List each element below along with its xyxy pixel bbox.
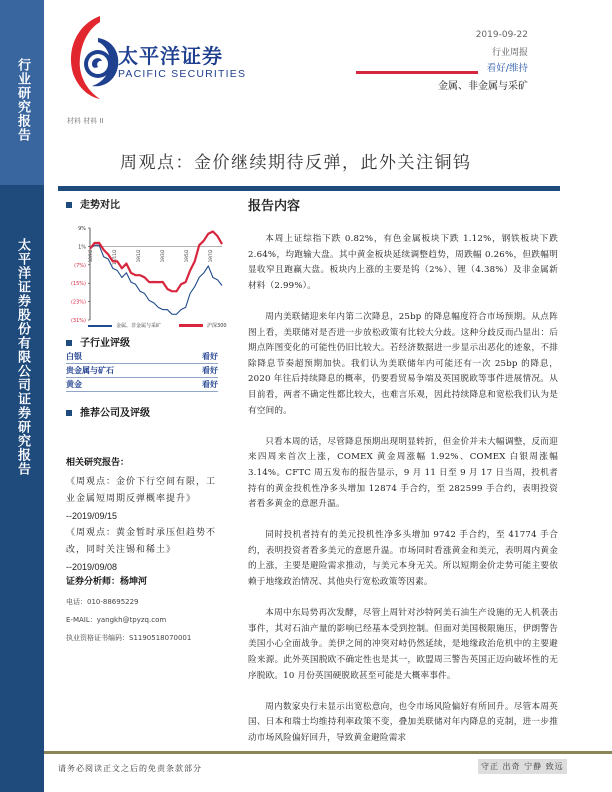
rating-row: 白银 看好 (66, 350, 218, 364)
paragraph: 同时投机者持有的美元投机性净多头增加 9742 手合约，至 41774 手合约，表明投资者看多美元的意愿升温。市场同时看涨黄金和美元，表明周内黄金的上涨，主要是避险需求推动，与美元本身无关。所以短期金价走势可能主要依赖于地缘政治情况、其他央行宽松政策等因素。 (248, 530, 558, 588)
svg-text:1%: 1% (78, 244, 86, 251)
rating-row: 黄金 看好 (66, 378, 218, 392)
company-motto: 守正 出奇 宁静 致远 (478, 759, 567, 774)
svg-text:19/3/2: 19/3/2 (160, 249, 165, 263)
analyst-phone: 电话：010-88695229 (66, 598, 139, 606)
footer-divider (44, 751, 612, 754)
paragraph: 本周上证综指下跌 0.82%，有色金属板块下跌 1.12%，钢铁板块下跌 2.64%，均跑输大盘。其中黄金板块延续调整趋势，周跌幅 0.26%，但跌幅明显收窄且跑赢大盘。板块内上涨的主要是钨（2%）、锂（4.38%）及非金属新材料（2.99%）。 (248, 234, 558, 291)
svg-text:18/11/2: 18/11/2 (112, 249, 117, 265)
report-date: 2019-09-22 (475, 30, 528, 40)
sub-industry-ratings-table (66, 350, 218, 392)
analyst-email[interactable]: E-MAIL：yangkh@tpyzq.com (66, 616, 167, 624)
rating-row: 贵金属与矿石 看好 (66, 364, 218, 378)
page-title: 周观点：金价继续期待反弹，此外关注铜钨 (120, 153, 472, 173)
related-report-date: --2019/09/15 (66, 511, 118, 521)
legend-item-sector: 金属、非金属与采矿 (88, 322, 161, 329)
brand-name-en: PACIFIC SECURITIES (118, 68, 247, 80)
svg-text:(15%): (15%) (70, 281, 86, 288)
brand-name-cn: 太平洋证券 (118, 44, 223, 68)
svg-text:18/9/2: 18/9/2 (88, 249, 93, 263)
paragraph: 周内数家央行未显示出宽松意向，也令市场风险偏好有所回升。尽管本周英国、日本和瑞士均维持利率政策不变，叠加美联储对年内降息的克制，进一步推动市场风险偏好回升，导致黄金避险需求 (248, 701, 558, 743)
pacific-securities-logo-icon (64, 14, 124, 100)
bullet-square-icon (66, 202, 72, 208)
trend-heading: 走势对比 (66, 196, 120, 211)
legend-item-hs300: 沪深300 (179, 322, 227, 329)
sidebar (0, 0, 44, 792)
chart-legend (88, 322, 227, 329)
related-reports (66, 455, 216, 576)
paragraph: 周内美联储迎来年内第二次降息，25bp 的降息幅度符合市场预期。从点阵图上看，美联储对是否进一步放松政策有比较大分歧。这种分歧反而凸显出：后期点阵图变化的可能性仍旧比较大。若经济数据进一步显示出恶化的迹象，不排除降息节奏超预期加快。我们认为美联储年内可能还有一次 25bp 的降息，2020 年往后持续降息的概率，仍要看贸易争端及英国脱欧等事件进展情况。从目前看，两者不确定性都比较大，也难言乐观，因此持续降息和宽松我们认为是有空间的。 (248, 311, 558, 416)
industry-tags: 材料 材料 II (67, 117, 104, 125)
sector-name: 金属、非金属与采矿 (438, 81, 528, 92)
paragraph: 只看本周的话，尽管降息预期出现明显转折，但金价并未大幅调整，反而迎来四周来首次上涨，COMEX 黄金周涨幅 1.92%、COMEX 白银周涨幅 3.14%。CFTC 周五发布的报告显示，9 月 11 日至 9 月 17 日当周，投机者持有的黄金投机性净多头增加 12874 手合约，至 282599 手合约，表明投资者看多黄金的意愿升温。 (248, 436, 558, 510)
disclaimer-note: 请务必阅读正文之后的免责条款部分 (58, 764, 202, 773)
report-content-heading: 报告内容 (248, 199, 301, 214)
sidebar-company-label: 太平洋证券股份有限公司证券研究报告 (15, 238, 30, 476)
svg-text:19/5/2: 19/5/2 (184, 249, 189, 263)
related-report-link[interactable]: 《周观点：黄金暂时承压但趋势不改，同时关注锡和稀土》 (66, 528, 217, 555)
industry-rating: 看好/维持 (486, 63, 528, 74)
related-heading: 相关研究报告： (66, 458, 130, 468)
related-report-date: --2019/09/08 (66, 562, 118, 572)
bullet-square-icon (66, 340, 72, 346)
svg-text:19/7/2: 19/7/2 (208, 249, 213, 263)
related-report-link[interactable]: 《周观点：金价下行空间有限，工业金属短周期反弹概率提升》 (66, 477, 217, 504)
sidebar-report-category: 行业研究报告 (15, 58, 30, 142)
recommend-heading: 推荐公司及评级 (66, 404, 150, 419)
sub-rating-heading: 子行业评级 (66, 334, 130, 349)
svg-text:(23%): (23%) (70, 299, 86, 306)
bullet-square-icon (66, 410, 72, 416)
svg-text:9%: 9% (78, 226, 86, 232)
svg-text:(31%): (31%) (70, 318, 86, 324)
svg-text:(7%): (7%) (74, 262, 86, 269)
analyst-info (66, 574, 236, 647)
analyst-name: 证券分析师：杨坤河 (66, 577, 148, 587)
title-divider (58, 186, 560, 191)
report-body (248, 232, 558, 762)
svg-text:19/1/2: 19/1/2 (136, 249, 141, 263)
analyst-cert: 执业资格证书编码：S1190518070001 (66, 634, 192, 642)
paragraph: 本周中东局势再次发酵，尽管上周针对沙特阿美石油生产设施的无人机袭击事件，其对石油产量的影响已经基本受到控制。但面对美国极限施压，伊朗警告美国小心全面战争。美伊之间的冲突对峙仍然延续，是地缘政治危机中的主要避险来源。此外英国脱欧不确定性也是其一，欧盟周三警告英国正迈向破坏性的无序脱欧。10 月份英国硬脱欧甚至可能是大概率事件。 (248, 608, 558, 681)
report-type: 行业周报 (491, 48, 528, 58)
rating-underline (356, 71, 478, 74)
